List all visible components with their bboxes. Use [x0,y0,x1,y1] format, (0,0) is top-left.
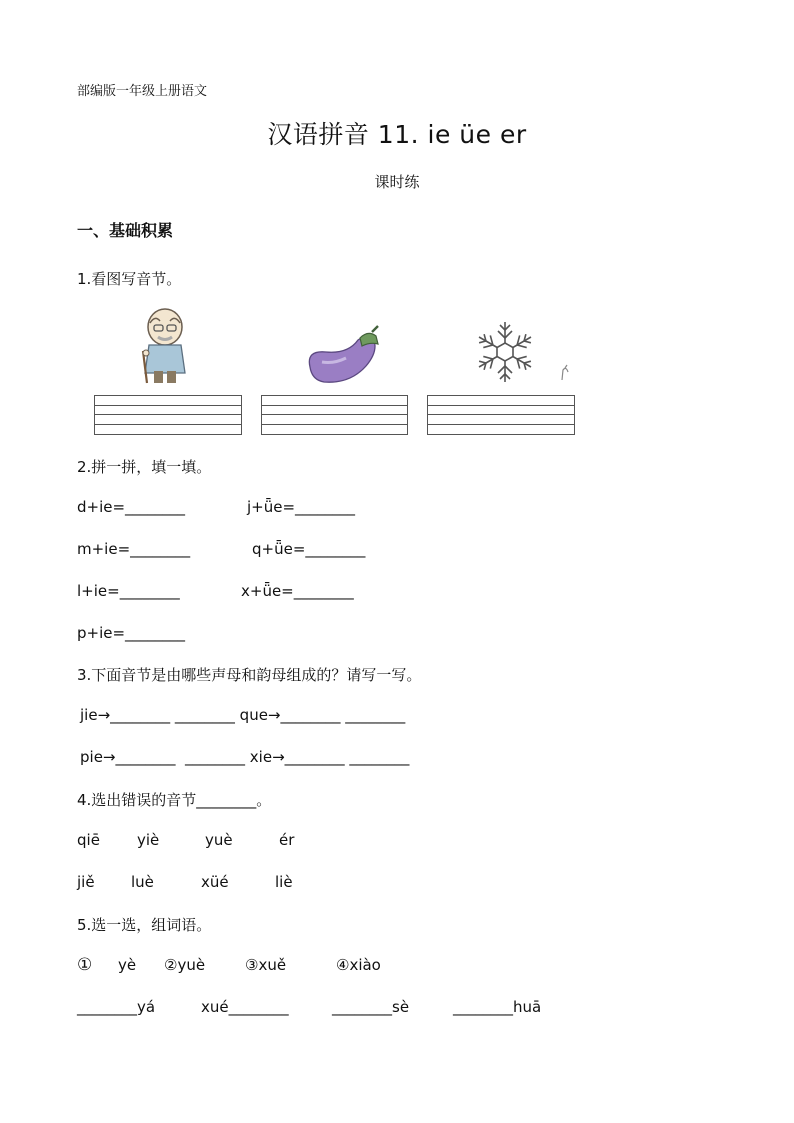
q2-left-item: l+ie=________ [77,582,180,600]
q5-option: ②yuè [164,956,206,974]
question-3-prompt: 3.下面音节是由哪些声母和韵母组成的？请写一写。 [77,666,422,684]
q2-right-item: j+ǖe=________ [247,498,356,516]
q5-blank: ________yá [77,998,156,1016]
q2-right-item: x+ǖe=________ [241,582,354,600]
q5-option: ③xuě [245,956,287,974]
grandpa-icon [130,305,200,385]
q4-syllable: qiē [77,831,100,849]
q4-syllable: jiě [77,873,95,891]
question-2-prompt: 2.拼一拼，填一填。 [77,458,212,476]
answer-box-1[interactable] [94,395,242,435]
q5-option: ④xiào [336,956,381,974]
section-heading-basics: 一、基础积累 [77,221,174,240]
snowflake-icon [470,318,580,388]
answer-box-3[interactable] [427,395,575,435]
question-4-prompt: 4.选出错误的音节________。 [77,791,272,809]
question-5-prompt: 5.选一选，组词语。 [77,916,212,934]
q5-blank: ________huā [453,998,542,1016]
question-1-prompt: 1.看图写音节。 [77,270,182,288]
q5-option-marker: ① [77,955,93,975]
q3-line: pie→________ ________ xie→________ ________ [80,748,410,766]
header-note: 部编版一年级上册语文 [77,84,208,99]
q2-left-item: d+ie=________ [77,498,186,516]
q2-right-item: q+ǖe=________ [252,540,366,558]
answer-box-2[interactable] [261,395,408,435]
page-subtitle: 课时练 [374,173,420,191]
q4-syllable: liè [275,873,293,891]
eggplant-icon [300,322,382,384]
q5-blank: xué________ [201,998,289,1016]
q2-left-item: m+ie=________ [77,540,191,558]
page-title: 汉语拼音 11. ie üe er [267,120,527,149]
q5-option: yè [118,956,137,974]
q3-line: jie→________ ________ que→________ ________ [80,706,406,724]
q4-syllable: xüé [201,873,229,891]
q5-blank: ________sè [332,998,410,1016]
q2-left-item: p+ie=________ [77,624,186,642]
q4-syllable: yiè [137,831,160,849]
q4-syllable: luè [131,873,154,891]
q4-syllable: yuè [205,831,233,849]
q4-syllable: ér [279,831,295,849]
